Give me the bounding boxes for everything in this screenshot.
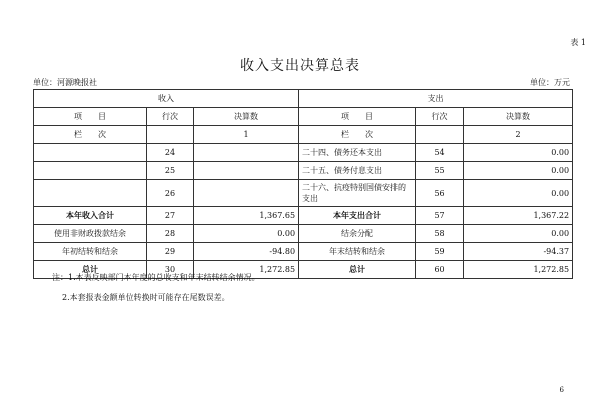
expense-item: 结余分配 (299, 225, 416, 243)
income-item: 年初结转和结余 (34, 243, 147, 261)
income-line-header: 行次 (147, 108, 194, 126)
unit-currency: 单位：万元 (530, 78, 570, 87)
income-column-label: 栏 次 (34, 126, 147, 144)
expense-amount: 1,367.22 (464, 207, 573, 225)
income-amount (194, 144, 299, 162)
income-line: 24 (147, 144, 194, 162)
expense-item-header: 项 目 (299, 108, 416, 126)
income-line: 28 (147, 225, 194, 243)
income-line: 26 (147, 180, 194, 207)
expense-column-number: 2 (464, 126, 573, 144)
expense-amount-header: 决算数 (464, 108, 573, 126)
expense-line: 55 (416, 162, 464, 180)
expense-line: 59 (416, 243, 464, 261)
income-item (34, 162, 147, 180)
income-column-blank (147, 126, 194, 144)
income-line: 29 (147, 243, 194, 261)
income-amount: 1,367.65 (194, 207, 299, 225)
income-column-number: 1 (194, 126, 299, 144)
expense-item: 二十四、债务还本支出 (299, 144, 416, 162)
expense-amount: 1,272.85 (464, 261, 573, 279)
expense-amount: 0.00 (464, 162, 573, 180)
expense-column-blank (416, 126, 464, 144)
income-line: 30 (147, 261, 194, 279)
income-amount: -94.80 (194, 243, 299, 261)
income-item: 使用非财政拨款结余 (34, 225, 147, 243)
income-amount (194, 180, 299, 207)
table-row (34, 243, 573, 261)
income-line: 27 (147, 207, 194, 225)
income-amount: 1,272.85 (194, 261, 299, 279)
expense-item: 年末结转和结余 (299, 243, 416, 261)
column-header-row (34, 108, 573, 126)
expense-amount: 0.00 (464, 144, 573, 162)
expense-item: 二十五、债务付息支出 (299, 162, 416, 180)
unit-organization: 单位：河源晚报社 (33, 78, 97, 87)
note-2: 2.本套报表金额单位转换时可能存在尾数误差。 (62, 293, 230, 302)
income-amount (194, 162, 299, 180)
expense-item: 二十六、抗疫特别国债安排的支出 (299, 180, 416, 207)
note-1: 注：1.本表反映部门本年度的总收支和年末结转结余情况。 (52, 273, 260, 282)
income-item-header: 项 目 (34, 108, 147, 126)
table-row (34, 207, 573, 225)
income-amount-header: 决算数 (194, 108, 299, 126)
expense-line: 54 (416, 144, 464, 162)
table-row (34, 225, 573, 243)
income-item: 本年收入合计 (34, 207, 147, 225)
expense-amount: 0.00 (464, 225, 573, 243)
income-item (34, 180, 147, 207)
page-title: 收入支出决算总表 (240, 58, 360, 74)
expense-line-header: 行次 (416, 108, 464, 126)
income-line: 25 (147, 162, 194, 180)
expense-line: 56 (416, 180, 464, 207)
expense-line: 58 (416, 225, 464, 243)
income-section-header: 收入 (34, 90, 299, 108)
income-expense-table (33, 89, 573, 279)
expense-line: 60 (416, 261, 464, 279)
page-number: 6 (559, 386, 564, 394)
expense-amount: 0.00 (464, 180, 573, 207)
section-header-row (34, 90, 573, 108)
expense-column-label: 栏 次 (299, 126, 416, 144)
table-number: 表 1 (570, 38, 586, 47)
table-row (34, 180, 573, 207)
income-item: 总计 (34, 261, 147, 279)
table-row (34, 162, 573, 180)
expense-line: 57 (416, 207, 464, 225)
expense-section-header: 支出 (299, 90, 573, 108)
expense-item: 本年支出合计 (299, 207, 416, 225)
expense-amount: -94.37 (464, 243, 573, 261)
table-row (34, 144, 573, 162)
income-amount: 0.00 (194, 225, 299, 243)
expense-item: 总计 (299, 261, 416, 279)
income-item (34, 144, 147, 162)
column-number-row (34, 126, 573, 144)
